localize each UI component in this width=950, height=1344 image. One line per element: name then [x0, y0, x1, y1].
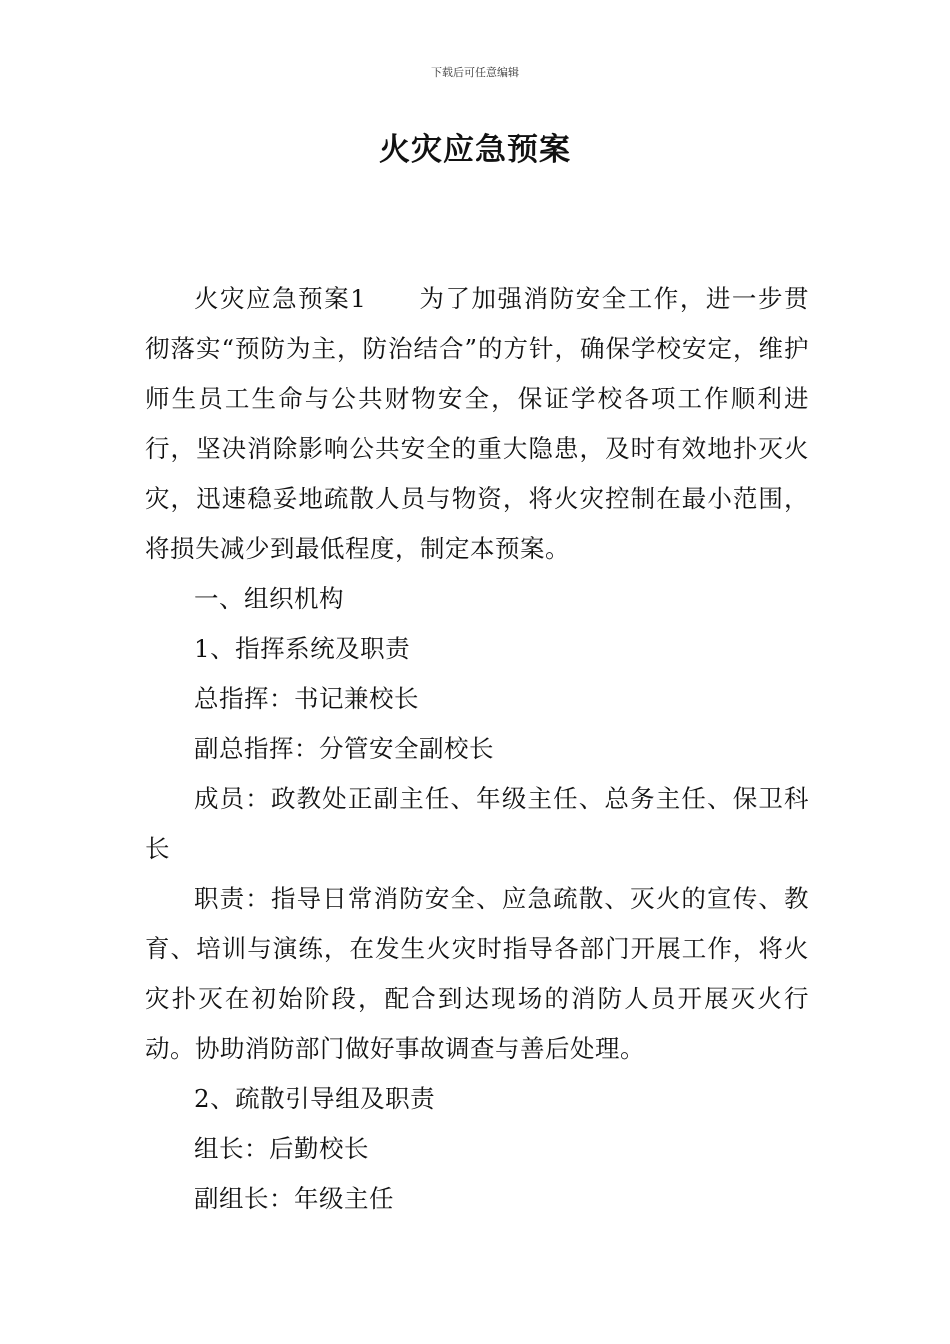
paragraph-members: 成员：政教处正副主任、年级主任、总务主任、保卫科长: [145, 784, 809, 863]
header-note: 下载后可任意编辑: [431, 66, 519, 79]
paragraph-commander: 总指挥：书记兼校长: [194, 684, 419, 713]
paragraph-group-leader: 组长：后勤校长: [194, 1134, 369, 1163]
document-title: 火灾应急预案: [379, 132, 571, 168]
paragraph-deputy-commander: 副总指挥：分管安全副校长: [194, 734, 494, 763]
subsection-command-system: 1、指挥系统及职责: [194, 634, 411, 663]
intro-text: 为了加强消防安全工作，进一步贯彻落实“预防为主，防治结合”的方针，确保学校安定，维护师生员工生命与公共财物安全，保证学校各项工作顺利进行，坚决消除影响公共安全的重大隐患，及时有效地扑灭火灾，迅速稳妥地疏散人员与物资，将火灾控制在最小范围，将损失减少到最低程度，制定本预案。: [145, 284, 810, 563]
section-heading-organization: 一、组织机构: [194, 584, 344, 613]
paragraph-duties: 职责：指导日常消防安全、应急疏散、灭火的宣传、教育、培训与演练，在发生火灾时指导各部门开展工作，将火灾扑灭在初始阶段，配合到达现场的消防人员开展灭火行动。协助消防部门做好事故调查与善后处理。: [145, 884, 809, 1063]
intro-lead: 火灾应急预案1: [194, 284, 367, 313]
paragraph-deputy-group-leader: 副组长：年级主任: [194, 1184, 394, 1213]
intro-paragraph: [145, 274, 809, 574]
document-body: [145, 274, 809, 1224]
subsection-evacuation-group: 2、疏散引导组及职责: [194, 1084, 436, 1113]
